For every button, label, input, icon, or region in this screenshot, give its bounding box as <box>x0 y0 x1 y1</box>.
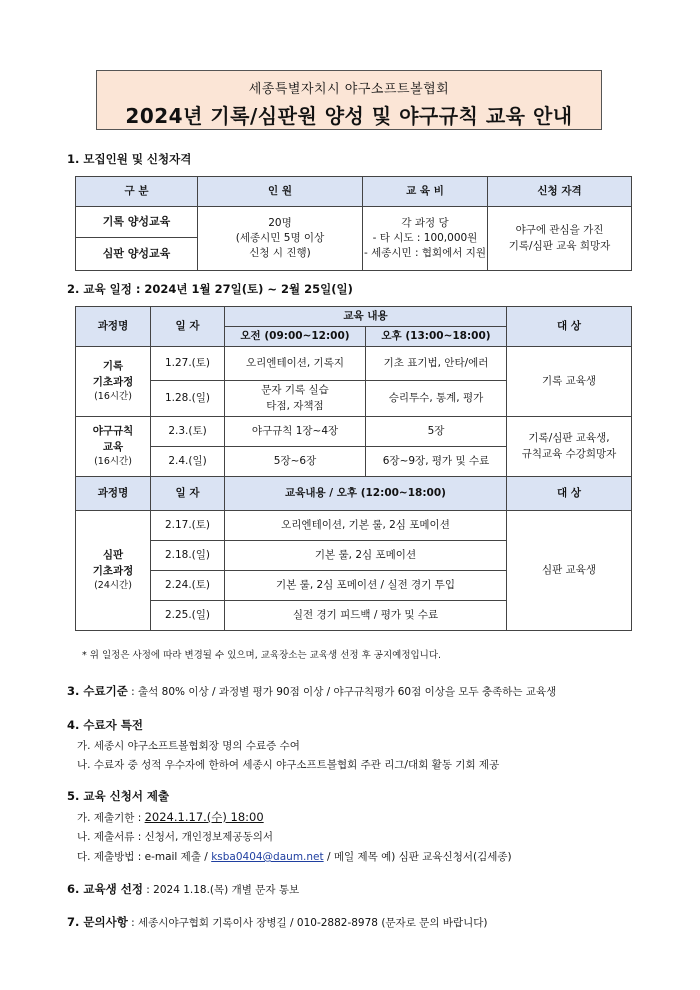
header-course-2: 과정명 <box>76 477 151 511</box>
section-3-title: 3. 수료기준 <box>67 684 128 698</box>
col-header-count: 인 원 <box>198 177 363 207</box>
date-cell: 2.17.(토) <box>151 511 225 541</box>
header-content-2: 교육내용 / 오후 (12:00~18:00) <box>225 477 507 511</box>
col-header-fee: 교 육 비 <box>363 177 488 207</box>
pm-cell: 승리투수, 통계, 평가 <box>366 381 507 417</box>
course-umpire-hours: (24시간) <box>94 579 132 591</box>
section-6-text: : 2024 1.18.(목) 개별 문자 통보 <box>142 884 300 896</box>
course-record-name-2: 기초과정 <box>92 375 134 388</box>
col-header-qualification: 신청 자격 <box>488 177 632 207</box>
schedule-note: * 위 일정은 사정에 따라 변경될 수 있으며, 교육장소는 교육생 선정 후 공지예정입니다. <box>82 650 442 661</box>
fee-line-3: - 세종시민 : 협회에서 지원 <box>363 247 487 260</box>
content-cell: 기본 룰, 2심 포메이션 <box>225 541 507 571</box>
benefit-item-1: 가. 세종시 야구소프트볼협회장 명의 수료증 수여 <box>77 740 300 752</box>
header-am: 오전 (09:00~12:00) <box>225 327 366 347</box>
target-rules-line-2: 규칙교육 수강희망자 <box>521 447 617 460</box>
section-7-text: : 세종시야구협회 기록이사 장병길 / 010-2882-8978 (문자로 문의 바랍니다) <box>127 917 488 929</box>
section-2-title: 2. 교육 일정 : 2024년 1월 27일(토) ~ 2월 25일(일) <box>67 282 353 296</box>
fee-line-2: - 타 시도 : 100,000원 <box>372 231 478 244</box>
course-rules-name-1: 야구규칙 <box>92 425 134 438</box>
section-3-text: : 출석 80% 이상 / 과정별 평가 90점 이상 / 야구규칙평가 60점 이상을 모두 충족하는 교육생 <box>127 686 557 698</box>
am-cell: 야구규칙 1장~4장 <box>225 417 366 447</box>
course-rules <box>76 417 151 477</box>
method-label: 다. 제출방법 : e-mail 제출 / <box>77 851 212 863</box>
qualification-line-2: 기록/심판 교육 희망자 <box>508 239 611 252</box>
header-date-2: 일 자 <box>151 477 225 511</box>
pm-cell: 기초 표기법, 안타/에러 <box>366 347 507 381</box>
content-cell: 실전 경기 피드백 / 평가 및 수료 <box>225 601 507 631</box>
date-cell: 2.3.(토) <box>151 417 225 447</box>
header-pm: 오후 (13:00~18:00) <box>366 327 507 347</box>
deadline-label: 가. 제출기한 : <box>77 812 145 824</box>
pm-cell: 5장 <box>366 417 507 447</box>
section-4-title: 4. 수료자 특전 <box>67 718 143 732</box>
course-umpire-name-2: 기초과정 <box>92 564 134 577</box>
am-cell <box>225 381 366 417</box>
target-rules <box>507 417 632 477</box>
course-record-hours: (16시간) <box>94 390 132 402</box>
col-header-category: 구 분 <box>76 177 198 207</box>
content-cell: 오리엔테이션, 기본 룰, 2심 포메이션 <box>225 511 507 541</box>
target-rules-line-1: 기록/심판 교육생, <box>528 432 610 445</box>
content-cell: 기본 룰, 2심 포메이션 / 실전 경기 투입 <box>225 571 507 601</box>
course-record <box>76 347 151 417</box>
course-record-name-1: 기록 <box>102 360 124 373</box>
email-link[interactable]: ksba0404@daum.net <box>211 851 324 863</box>
pm-cell: 6장~9장, 평가 및 수료 <box>366 447 507 477</box>
date-cell: 2.24.(토) <box>151 571 225 601</box>
header-target-2: 대 상 <box>507 477 632 511</box>
am-cell: 오리엔테이션, 기록지 <box>225 347 366 381</box>
count-note-1: (세종시민 5명 이상 <box>235 231 325 244</box>
method-line <box>77 849 512 864</box>
header-content: 교육 내용 <box>225 307 507 327</box>
page-title: 2024년 기록/심판원 양성 및 야구규칙 교육 안내 <box>125 104 573 128</box>
title-box <box>96 70 602 130</box>
section-6 <box>67 881 299 897</box>
section-7-title: 7. 문의사항 <box>67 915 128 929</box>
section-7 <box>67 914 487 930</box>
documents-line: 나. 제출서류 : 신청서, 개인정보제공동의서 <box>77 831 273 843</box>
date-cell: 2.4.(일) <box>151 447 225 477</box>
benefit-item-2: 나. 수료자 중 성적 우수자에 한하여 세종시 야구소프트볼협회 주관 리그/대회 활동 기회 제공 <box>77 759 500 771</box>
course-umpire <box>76 511 151 631</box>
course-rules-name-2: 교육 <box>102 440 124 453</box>
deadline-line <box>77 809 264 825</box>
section-6-title: 6. 교육생 선정 <box>67 882 143 896</box>
count-cell <box>198 207 363 271</box>
header-course: 과정명 <box>76 307 151 347</box>
fee-line-1: 각 과정 당 <box>401 216 449 229</box>
schedule-table <box>75 306 632 631</box>
deadline-value: 2024.1.17.(수) 18:00 <box>144 810 264 824</box>
date-cell: 1.27.(토) <box>151 347 225 381</box>
count-note-2: 신청 시 진행) <box>249 247 311 260</box>
org-name: 세종특별자치시 야구소프트볼협회 <box>248 82 450 97</box>
am-cell: 5장~6장 <box>225 447 366 477</box>
course-rules-hours: (16시간) <box>94 455 132 467</box>
method-tail: / 메일 제목 예) 심판 교육신청서(김세종) <box>323 851 512 863</box>
recruit-table <box>75 176 632 271</box>
qualification-line-1: 야구에 관심을 가진 <box>515 224 604 237</box>
date-cell: 2.18.(일) <box>151 541 225 571</box>
date-cell: 1.28.(일) <box>151 381 225 417</box>
section-3 <box>67 683 556 699</box>
target-umpire: 심판 교육생 <box>507 511 632 631</box>
target-record: 기록 교육생 <box>507 347 632 417</box>
am-line-2: 타점, 자책점 <box>266 399 324 412</box>
qualification-cell <box>488 207 632 271</box>
fee-cell <box>363 207 488 271</box>
course-umpire-name-1: 심판 <box>102 549 124 562</box>
section-1-title: 1. 모집인원 및 신청자격 <box>67 152 192 166</box>
am-line-1: 문자 기록 실습 <box>261 384 329 397</box>
umpire-training-label: 심판 양성교육 <box>76 238 198 271</box>
header-target: 대 상 <box>507 307 632 347</box>
record-training-label: 기록 양성교육 <box>76 207 198 238</box>
date-cell: 2.25.(일) <box>151 601 225 631</box>
count-value: 20명 <box>268 216 292 229</box>
section-5-title: 5. 교육 신청서 제출 <box>67 789 170 803</box>
header-date: 일 자 <box>151 307 225 347</box>
